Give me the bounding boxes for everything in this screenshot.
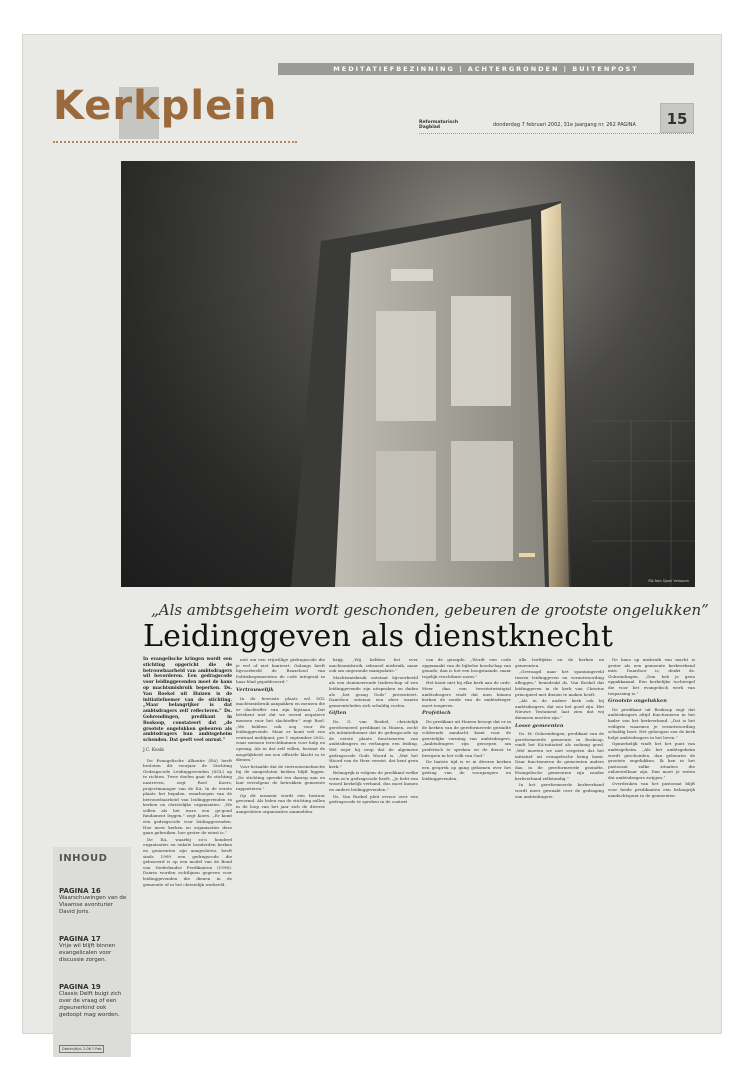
article-headline: Leidinggeven als dienstknecht [143,619,614,654]
photo-credit: RD-foto Sjaak Verboom [648,579,689,583]
contents-box [53,847,131,1057]
paragraph: In de bewuste plaats wil SGL machtsmisbruik aanpakken en mensen die er slachtoffer van zijn bijstaan. „Dat betekent niet dat we overal negatieve mensen voor het slachtoffer,” zegt Roel. „We hebben ook oog voor de leidinggevende. Maar er komt wel een centraal meldpunt, per 1 september 2002, waar mensen terechtkunnen voor hulp en opvang. Als in dat zelf willen, bestaat de mogelijkheid om een officiële klacht in te dienen.” [236,695,325,763]
paragraph: Ds. M. Gohrendingen, predikant van de gereformeerde gemeente in Boskoop, vindt het EA-initiatief als zodanig goed. „Wel moeten we niet vergeten dat het initiatief uit evangelische kring komt. Daar functioneren de gemeenten anders dan in de gereformeerde gezindte. Evangelische gemeenten zijn zonder kerkverband zelfstandig.” [515,731,604,781]
article-column-1 [143,657,232,888]
paragraph: De predikant uit Boskoop zegt dat ambtsdragers altijd functioneren in het kader van het kerkverband. „Dat is het veiligste waarmee je verantwoording schuldig bent. Het geheugen van de kerk helpt ambtsdragers in het leven.” [608,706,695,740]
paragraph: De predikant uit Huizen beoogt dat er in de kerken van de gereformeerde gezindte voldoende aandacht komt voor de geestelijke vorming van ambtsdragers. „Ambtsdragers zijn geroepen om profetisch te spreken en de dienst te bewijzen in het volk van God.” [422,718,511,758]
paragraph: Overdenken van het pastoraat blijft voor beide predikanten een belangrijk aandachtspunt in de gemeenten. [608,781,695,798]
paragraph: De Evangelische Alliantie (EA) heeft besloten dit voorjaar de Stichting Gedragscode Leidinggevenden (SGL) op te richten. Twee doelen gaat de stichting nastreven, zegt Roel Koers, projectmanager van de EA. In de eerste plaats het bepalen, waarborgen van de betrouwbaarheid van leidinggevenden in kerken en christelijke organisaties. „We willen als het ware een ge-goud fundament leggen,” zegt Koers. „Er komt een gedragscode voor leidinggevenden. Hoe meer kerken en organisaties deze gaan gebruiken, hoe groter de winst is.” [143,757,232,836]
door-photo [121,161,695,587]
subheading: Vertrouwelijk [236,686,274,693]
paragraph: In het gereformeerde kerkverband wordt meer gewaakt over de gedraging van ambtsdragers. [515,782,604,799]
article-kicker: „Als ambtsgeheim wordt geschonden, gebeuren de grootste ongelukken” [151,601,709,619]
paragraph: De kans op misbruik van macht is groter als een gemeente kerkverband mist. Daardoor is, denkt ds. Gohrendingen, „Dan heb je geen oppakkanaal. Een kerkelijke tuchtregel die voor het evangelisch werk van toepassing is.” [608,657,695,696]
contents-title: INHOUD [59,853,108,864]
contents-item[interactable] [59,935,127,964]
paragraph: Belangrijk is volgens de predikant welke vorm zo'n gedragscode heeft. „Je hebt een woord kerkelijk verband, dus moet komen en andere leidinggevenden.” [329,770,418,793]
contents-text: Waarschuwingen van de Vlaamse avonturier David Joris. [59,895,127,915]
paragraph: Op dit moment wordt een bestuur gevormd. Als leden van de stichting zullen in de loop van het jaar zich de diverse aangesloten organisaties aanmelden. [236,792,325,815]
contents-page: PAGINA 16 [59,887,101,895]
contents-footer: Datum/tijd: 2-06 7 Feb [59,1045,104,1053]
paragraph: „Als in de andere kerk ook bij ambtsdragers, dat zou het goed zijn. Het Nieuwe Testament laat zien dat wij dienaren moeten zijn.” [515,698,604,720]
article-column-6 [608,657,695,799]
contents-text: Classis Delft buigt zich over de vraag of een zigeunerkind ook gedoopt mag worden. [59,991,122,1018]
subheading: Grootste ongelukken [608,698,667,705]
subheading: Giften [329,710,347,717]
paragraph: alle leeftijden en de kerken en gemeenten. [515,657,604,668]
paragraph: De laatste tijd is er in diverse kerken een gesprek op gang gekomen over het gedrag van de voorgangers en leidinggevenden. [422,759,511,781]
masthead-divider [419,133,694,134]
paragraph: krijg. „Wij hebben het over machtsmisbruik, seksueel misbruik, maar ook om ongezonde manipulatie.” [329,657,418,674]
contents-page: PAGINA 19 [59,983,101,991]
paragraph: „Gevraagd naar het spanningsveld tussen leidinggeven en verantwoording afleggen,” benadrukt ds. Van Roekel dat leidinggeven in de kerk van Christus principieel met dienen te maken heeft. [515,669,604,697]
article-author: J.C. Kesik [143,747,164,753]
subheading: Profetisch [422,710,451,717]
article-column-4 [422,657,511,782]
dateline: donderdag 7 februari 2002, 31e jaargang nr. 262 PAGINA [493,122,636,128]
paragraph: Voor betaalde dat de vertrouwensfunctie bij de aangesloten kerken blijft liggen. „De stichting spreekt ten daarop aan en laat vervolgens de betrokken gemeente rapporteren.” [236,763,325,792]
paragraph: Het komt niet bij elke kerk aan de orde. Meer dan een tweeëntwintigtal ambtsdragers vindt dat men binnen kerken de zonde van de ambtsdrager moet toegeven. [422,680,511,708]
title-rule [53,141,297,143]
paragraph: De EA, waarbij zo'n honderd organisaties en enkele honderden kerken en gemeenten zijn aangesloten, heeft sinds 1999 een gedragscode die gebaseerd is op een model van de Bond van Nederlandse Predikanten (1996). Daarin worden richtlijnen gegeven voor leidinggevenden die dienen in de gemeente of in het christelijk werkveld. [143,836,232,887]
contents-text: Vrije wil blijft binnen evangelicalen voor discussie zorgen. [59,943,116,963]
paragraph: Ds. G. van Roekel, christelijk gereformeerd predikant in Huizen, zocht als initiatiefnemer dat de gedragscode op de eerste plaats functioneren van ambtsdragers en verlangen een leiding. Wel wijst hij erop dat de algemene gedragscode Gods Woord is. „Wat het Woord van de Heer vereist, dat kent geen kerk.” [329,718,418,769]
article-column-2 [236,657,325,816]
subheading: Losse gemeenten [515,722,564,729]
paragraph: Machtsmisbruik ontstaat bijvoorbeeld als een domineerende leiderschap of een leidinggevende zijn uitspraken en daden als „het gezag Gods” presenteert. Daardoor ontstaat een sfeer waarin gemeenteleden zich schuldig voelen. [329,674,418,708]
paragraph: Ds. Van Roekel pleit ervoor over een gedragscode te spreken in de context [329,793,418,805]
article-column-3 [329,657,418,806]
contents-item[interactable] [59,887,127,916]
contents-item[interactable] [59,983,127,1019]
paragraph: van de gezegde. „Wordt een code opgemaakt van de bijbelse boodschap van genade, dan is het een hoogstaande, maar tegelijk vruchtbare norm.” [422,657,511,679]
paragraph: niet om een vrijwillige gedragscode die je wel of niet hanteert. Onlangs heeft bijvoorbeeld de Reaxchool van Politiekegemeenten de code integraal in haar blad gepubliceerd.” [236,657,325,685]
paper-name: Reformatorisch Dagblad [419,120,459,130]
section-title: Kerkplein [53,83,278,129]
page-number: 15 [660,103,694,133]
article-column-5 [515,657,604,800]
article-lead: In evangelische kringen wordt een stichting opgericht die de betrouwbaarheid van ambtsdragers wil bevorderen. Een gedragscode voor leidinggevenden moet de kans op machtsmisbruik beperken. Ds. Van Roekel uit Huizen is de initiatiefnemer van de stichting. „Maar belangrijker is dat ambtsdragers zelf reflecteren.” Ds. Gohrendingen, predikant in Boskoop, constateert dat „de grootste ongelukken gebeuren als ambtsdragers hun ambtsgeheim schenden. Dat geeft veel onrust.” [143,657,232,744]
newspaper-page [22,34,722,1051]
door-illustration [121,161,695,587]
paragraph: Opmerkelijk vindt het het punt van ambtsgeheim. „Als het ambtsgeheim wordt geschonden, dan gebeuren de grootste ongelukken. Ik ken in het pastoraat zulke situaties die onherstelbaar zijn. Dan moet je weten dat ambtsdragers zwijgen.” [608,741,695,780]
contents-page: PAGINA 17 [59,935,101,943]
section-bar: MEDITATIEFBEZINNING | ACHTERGRONDEN | BUITENPOST [278,63,694,75]
